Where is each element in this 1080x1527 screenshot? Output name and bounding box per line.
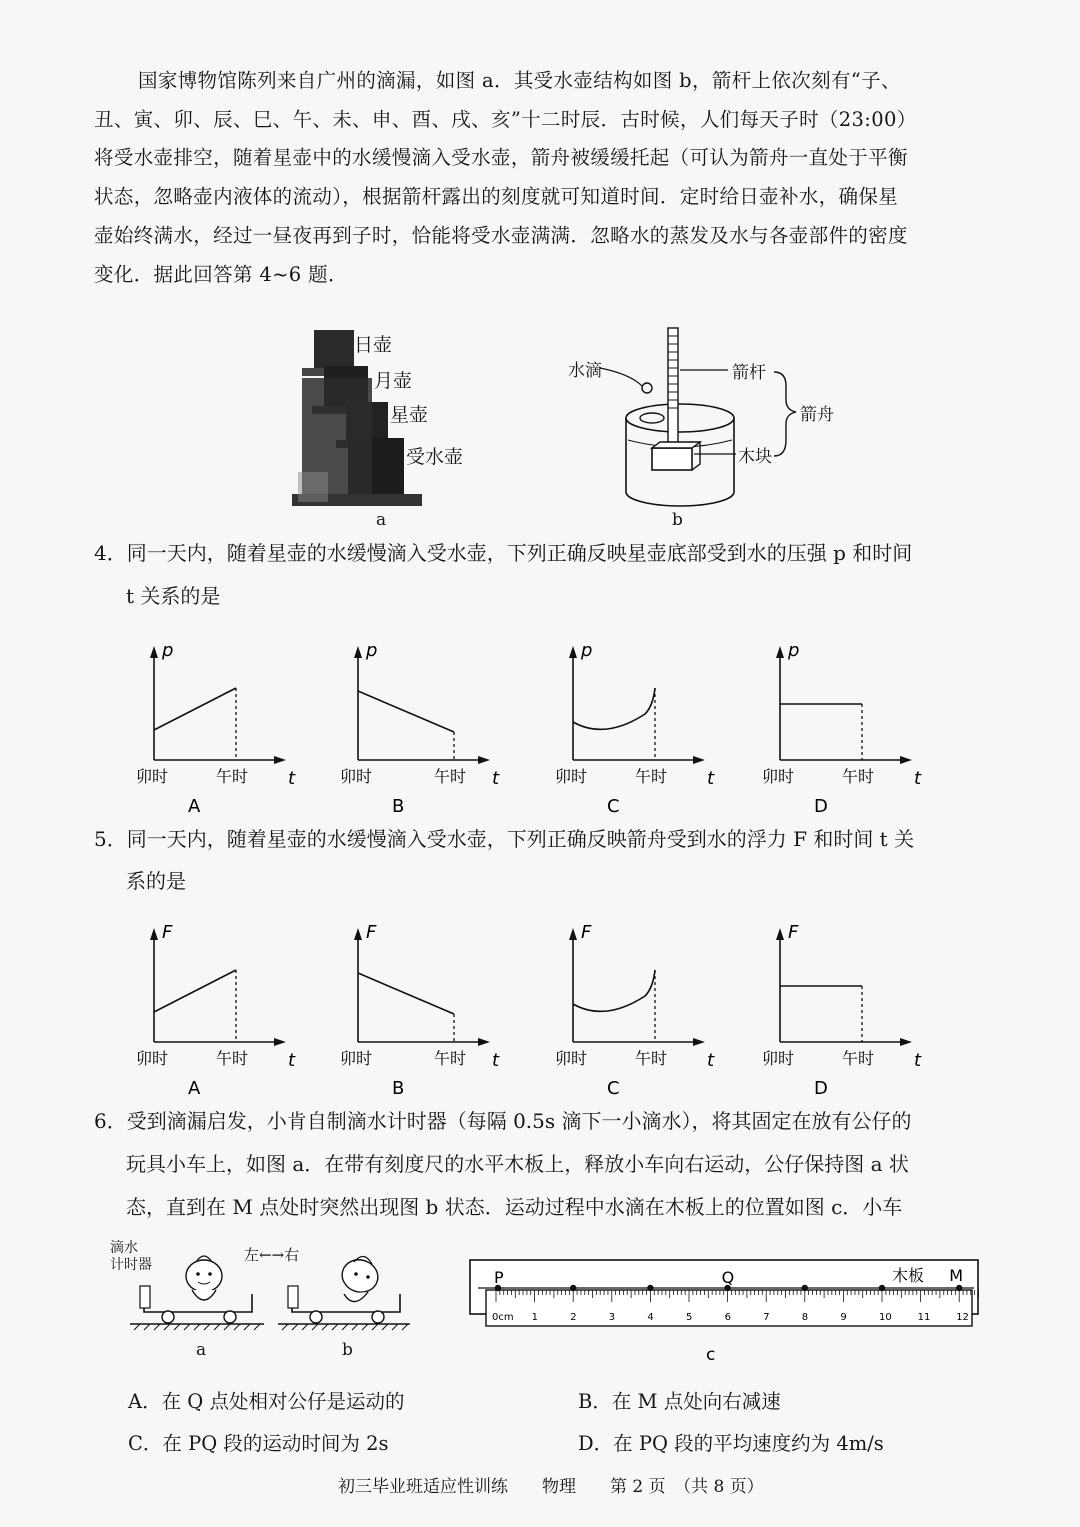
x-label: t (914, 768, 922, 789)
timer-label: 滴水 计时器 (110, 1240, 152, 1273)
q5-stem-line1: 5．同一天内，随着星壶的水缓慢滴入受水壶，下列正确反映箭舟受到水的浮力 F 和时间 t 关 (94, 827, 915, 851)
ruler-tick-label: 8 (801, 1312, 809, 1323)
graph-svg (126, 636, 306, 816)
end-tick-label: 午时 (635, 767, 668, 786)
x-label: t (707, 1050, 715, 1071)
q4-graphs-graph-A[interactable] (126, 636, 306, 816)
y-label: F (366, 922, 377, 943)
q4-stem-line2: t 关系的是 (126, 584, 221, 608)
figure-a-caption: a (376, 510, 387, 530)
figure-b-caption: b (672, 510, 683, 530)
q4-graphs-graph-B[interactable] (330, 636, 510, 816)
y-label: p (581, 640, 593, 661)
q5-stem-line2: 系的是 (126, 869, 186, 893)
x-arrow (478, 756, 490, 764)
q4-graphs-graph-D[interactable] (752, 636, 932, 816)
start-tick-label: 卯时 (762, 767, 795, 786)
ruler-tick-label: 2 (570, 1312, 577, 1323)
q5-graphs-graph-B[interactable] (330, 918, 510, 1098)
start-tick-label: 卯时 (340, 767, 373, 786)
water-drop-dot (956, 1285, 962, 1291)
q6-option-a[interactable]: A．在 Q 点处相对公仔是运动的 (128, 1390, 405, 1413)
ruler-tick-label: 4 (647, 1312, 654, 1323)
curve (573, 970, 655, 1011)
end-tick-label: 午时 (842, 1049, 875, 1068)
end-tick-label: 午时 (842, 767, 875, 786)
curve (154, 970, 236, 1012)
page-footer: 初三毕业班适应性训练 物理 第 2 页 （共 8 页） (338, 1477, 764, 1497)
x-arrow (478, 1038, 490, 1046)
ruler-tick-label: 5 (686, 1312, 693, 1323)
start-tick-label: 卯时 (555, 767, 588, 786)
x-label: t (492, 768, 500, 789)
start-tick-label: 卯时 (340, 1049, 373, 1068)
start-tick-label: 卯时 (136, 1049, 169, 1068)
start-tick-label: 卯时 (136, 767, 169, 786)
y-arrow (569, 928, 577, 940)
point-p-label: P (494, 1268, 504, 1287)
x-arrow (274, 756, 286, 764)
curve (358, 691, 454, 732)
y-arrow (354, 928, 362, 940)
figure-a-label-shoushui: 受水壶 (406, 446, 464, 468)
graph-letter: A (188, 796, 201, 816)
ruler-tick-label: 3 (608, 1312, 616, 1323)
ruler-tick-label: 11 (917, 1312, 931, 1323)
receiving-pot-diagram (560, 322, 850, 532)
intro-line: 将受水壶排空，随着星壶中的水缓慢滴入受水壶，箭舟被缓缓托起（可认为箭舟一直处于平衡 (94, 146, 908, 170)
x-label: t (288, 768, 296, 789)
x-arrow (693, 756, 705, 764)
car-a-caption: a (196, 1340, 207, 1360)
intro-paragraph (94, 62, 986, 294)
water-drop-dot (647, 1285, 653, 1291)
start-tick-label: 卯时 (555, 1049, 588, 1068)
q5-graphs-graph-C[interactable] (545, 918, 725, 1098)
end-tick-label: 午时 (434, 767, 467, 786)
graph-letter: C (607, 796, 620, 816)
ruler-tick-label: 9 (840, 1312, 847, 1323)
y-arrow (354, 646, 362, 658)
figure-b-label-drop: 水滴 (568, 361, 602, 381)
figure-a-label-ri: 日壶 (354, 334, 393, 356)
ruler-tick-label: 0cm (492, 1312, 514, 1323)
y-label: F (162, 922, 173, 943)
point-m-label: M (949, 1266, 964, 1285)
intro-line: 国家博物馆陈列来自广州的滴漏，如图 a．其受水壶结构如图 b，箭杆上依次刻有“子、 (138, 69, 901, 92)
graph-letter: D (814, 1078, 828, 1098)
graph-letter: D (814, 796, 828, 816)
x-arrow (693, 1038, 705, 1046)
end-tick-label: 午时 (635, 1049, 668, 1068)
graph-svg (752, 918, 932, 1098)
graph-letter: A (188, 1078, 201, 1098)
ruler-tick-label: 6 (724, 1312, 731, 1323)
water-drop-dot (879, 1285, 885, 1291)
q4-stem-line1: 4．同一天内，随着星壶的水缓慢滴入受水壶，下列正确反映星壶底部受到水的压强 p 和时间 (94, 541, 913, 565)
direction-label: 左←→右 (244, 1246, 300, 1264)
curve (358, 973, 454, 1014)
graph-letter: B (392, 796, 405, 816)
graph-svg (545, 636, 725, 816)
figure-a-label-yue: 月壶 (374, 370, 413, 392)
intro-line: 变化．据此回答第 4~6 题． (94, 262, 348, 286)
ruler-tick-label: 10 (879, 1312, 892, 1323)
y-arrow (776, 928, 784, 940)
x-arrow (900, 756, 912, 764)
q6-stem-line2: 玩具小车上，如图 a．在带有刻度尺的水平木板上，释放小车向右运动，公仔保持图 a 状 (126, 1152, 909, 1176)
q6-option-b[interactable]: B．在 M 点处向右减速 (578, 1390, 781, 1413)
ruler-tick-label: 1 (531, 1312, 538, 1323)
graph-letter: C (607, 1078, 620, 1098)
board-ruler-diagram (460, 1250, 1000, 1370)
ruler-caption: c (706, 1345, 716, 1365)
x-label: t (914, 1050, 922, 1071)
graph-svg (126, 918, 306, 1098)
y-arrow (569, 646, 577, 658)
car-b-caption: b (342, 1340, 353, 1360)
ruler-tick-label: 7 (763, 1312, 770, 1323)
figure-b-receiving-pot (560, 322, 850, 532)
graph-letter: B (392, 1078, 405, 1098)
x-arrow (274, 1038, 286, 1046)
y-arrow (776, 646, 784, 658)
end-tick-label: 午时 (216, 767, 249, 786)
x-label: t (288, 1050, 296, 1071)
intro-line: 丑、寅、卯、辰、巳、午、未、申、酉、戌、亥”十二时辰．古时候，人们每天子时（23:00） (94, 107, 917, 131)
water-drop-dot (802, 1285, 808, 1291)
y-label: p (788, 640, 800, 661)
q6-option-c[interactable]: C．在 PQ 段的运动时间为 2s (128, 1432, 389, 1455)
graph-svg (330, 918, 510, 1098)
q6-stem-line3: 态，直到在 M 点处时突然出现图 b 状态．运动过程中水滴在木板上的位置如图 c．小车 (126, 1195, 903, 1219)
start-tick-label: 卯时 (762, 1049, 795, 1068)
y-label: F (581, 922, 592, 943)
q5-graphs-graph-A[interactable] (126, 918, 306, 1098)
end-tick-label: 午时 (434, 1049, 467, 1068)
y-label: p (162, 640, 174, 661)
q4-graphs-graph-C[interactable] (545, 636, 725, 816)
water-drop-dot (570, 1285, 576, 1291)
figure-b-label-rod: 箭杆 (732, 363, 766, 383)
q6-option-d[interactable]: D．在 PQ 段的平均速度约为 4m/s (578, 1432, 884, 1455)
intro-line: 状态，忽略壶内液体的流动），根据箭杆露出的刻度就可知道时间．定时给日壶补水，确保星 (94, 185, 899, 209)
q6-ruler-figure (460, 1250, 1000, 1370)
y-arrow (150, 928, 158, 940)
figure-b-label-boat: 箭舟 (800, 405, 834, 425)
q6-cars-figure (110, 1236, 430, 1366)
q5-graphs-graph-D[interactable] (752, 918, 932, 1098)
figure-a-label-xing: 星壶 (390, 404, 429, 426)
x-label: t (492, 1050, 500, 1071)
graph-svg (752, 636, 932, 816)
y-label: p (366, 640, 378, 661)
q6-stem-line1: 6．受到滴漏启发，小肯自制滴水计时器（每隔 0.5s 滴下一小滴水），将其固定在放有公仔的 (94, 1109, 912, 1133)
x-label: t (707, 768, 715, 789)
y-label: F (788, 922, 799, 943)
figure-a-water-clock (262, 322, 482, 532)
figure-b-label-block: 木块 (738, 447, 772, 467)
ruler-tick-label: 12 (956, 1312, 969, 1323)
intro-line: 壶始终满水，经过一昼夜再到子时，恰能将受水壶满满．忽略水的蒸发及水与各壶部件的密度 (94, 223, 908, 247)
board-label: 木板 (892, 1266, 925, 1285)
curve (154, 688, 236, 730)
end-tick-label: 午时 (216, 1049, 249, 1068)
graph-svg (330, 636, 510, 816)
point-q-label: Q (721, 1268, 735, 1287)
x-arrow (900, 1038, 912, 1046)
y-arrow (150, 646, 158, 658)
graph-svg (545, 918, 725, 1098)
curve (573, 688, 655, 729)
